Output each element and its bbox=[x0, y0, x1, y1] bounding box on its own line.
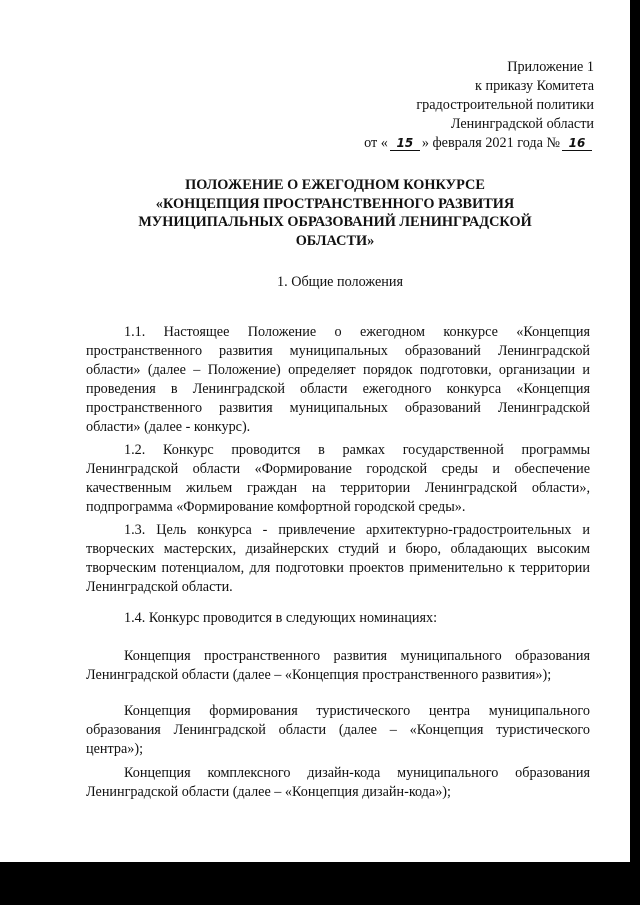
title-line: ПОЛОЖЕНИЕ О ЕЖЕГОДНОМ КОНКУРСЕ bbox=[185, 177, 485, 193]
title-line: «КОНЦЕПЦИЯ ПРОСТРАНСТВЕННОГО РАЗВИТИЯ bbox=[155, 195, 515, 212]
appendix-date-line bbox=[364, 134, 594, 153]
handwritten-day: 15 bbox=[390, 136, 420, 151]
appendix-line: Приложение 1 bbox=[507, 59, 594, 75]
nomination-item: Концепция формирования туристического центра муниципального образования Ленинградской области (далее – «Концепция туристического центра»); bbox=[86, 703, 590, 757]
paragraph-1-1: 1.1. Настоящее Положение о ежегодном конкурсе «Концепция пространственного развития муниципальных образований Ленинградской области» (далее – Положение) определяет порядок подготовки, организации и проведения в Ленинградской области ежегодного конкурса «Концепция пространственного развития муниципальных образований Ленинградской области» (далее - конкурс). bbox=[86, 324, 590, 435]
paragraph-1-2: 1.2. Конкурс проводится в рамках государственной программы Ленинградской области «Формирование городской среды и обеспечение качественным жильем граждан на территории Ленинградской области», подпрограмма «Формирование комфортной городской среды». bbox=[86, 442, 590, 515]
title-line: МУНИЦИПАЛЬНЫХ ОБРАЗОВАНИЙ ЛЕНИНГРАДСКОЙ bbox=[138, 214, 532, 230]
appendix-block bbox=[364, 58, 594, 153]
date-prefix: от « bbox=[364, 135, 388, 151]
section-heading: 1. Общие положения bbox=[277, 274, 403, 290]
appendix-line: Ленинградской области bbox=[450, 116, 594, 132]
nomination-item: Концепция комплексного дизайн-кода муниципального образования Ленинградской области (далее – «Концепция дизайн-кода»); bbox=[86, 765, 590, 800]
paragraph-1-3: 1.3. Цель конкурса - привлечение архитектурно-градостроительных и творческих мастерских, дизайнерских студий и бюро, обладающих высоким творческим потенциалом, для подготовки проектов применительно к территории Ленинградской области. bbox=[86, 522, 590, 595]
handwritten-number: 16 bbox=[562, 136, 592, 151]
title-line: ОБЛАСТИ» bbox=[295, 232, 375, 249]
document-title bbox=[100, 176, 570, 250]
date-middle: » февраля 2021 года № bbox=[421, 135, 560, 151]
nomination-item: Концепция пространственного развития муниципального образования Ленинградской области (далее – «Концепция пространственного развития»); bbox=[86, 648, 590, 683]
appendix-line: к приказу Комитета bbox=[475, 78, 594, 94]
paragraph-1-4: 1.4. Конкурс проводится в следующих номинациях: bbox=[124, 610, 438, 626]
appendix-line: градостроительной политики bbox=[416, 97, 594, 113]
